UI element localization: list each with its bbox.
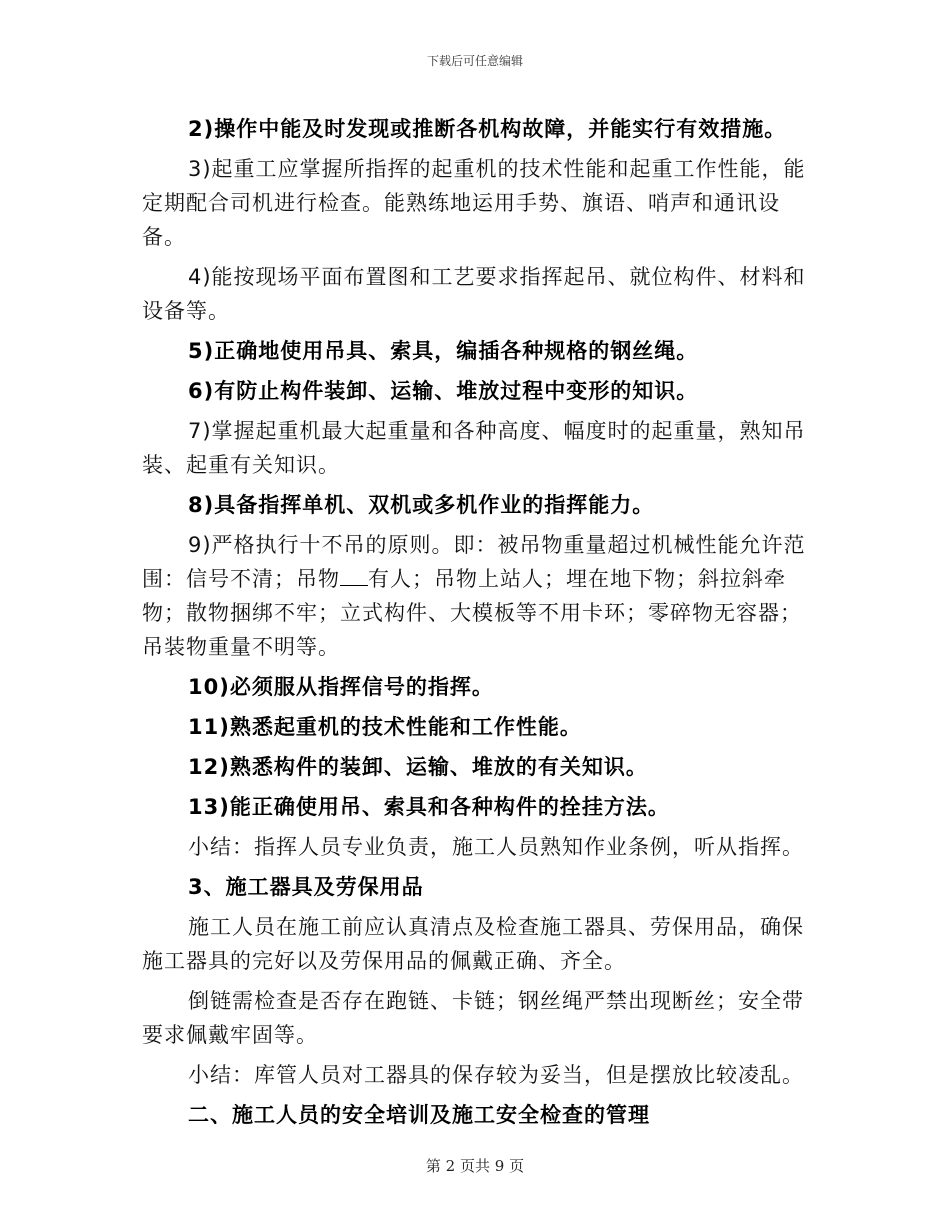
item-2: 2)操作中能及时发现或推断各机构故障，并能实行有效措施。: [188, 117, 787, 141]
item-7: 7)掌握起重机最大起重量和各种高度、幅度时的起重量，熟知吊装、起重有关知识。: [142, 419, 806, 477]
summary-storage: 小结：库管人员对工器具的保存较为妥当，但是摆放比较凌乱。: [188, 1063, 804, 1087]
section-heading-tools: 3、施工器具及劳保用品: [188, 875, 424, 899]
item-9-text-after: 有人；吊物上站人；埋在地下物；斜拉斜牵物；散物捆绑不牢；立式构件、大模板等不用卡环；零碎物无容器；吊装物重量不明等。: [142, 567, 802, 659]
item-12: 12)熟悉构件的装卸、运输、堆放的有关知识。: [188, 755, 648, 779]
document-body: [142, 112, 818, 1138]
item-9-text-before: 9)严格执行十不吊的原则。即：被吊物重量超过机械性能允许范围：信号不清；吊物: [142, 533, 806, 591]
item-3: 3)起重工应掌握所指挥的起重机的技术性能和起重工作性能，能定期配合司机进行检查。能熟练地运用手势、旗语、哨声和通讯设备。: [142, 157, 806, 249]
chain-check-paragraph: 倒链需检查是否存在跑链、卡链；钢丝绳严禁出现断丝；安全带要求佩戴牢固等。: [142, 989, 804, 1047]
item-4: 4)能按现场平面布置图和工艺要求指挥起吊、就位构件、材料和设备等。: [142, 265, 806, 323]
item-10: 10)必须服从指挥信号的指挥。: [188, 675, 494, 699]
item-13: 13)能正确使用吊、索具和各种构件的拴挂方法。: [188, 795, 670, 819]
blank-underline: [340, 567, 368, 586]
item-9: [142, 528, 818, 664]
item-6: 6)有防止构件装卸、运输、堆放过程中变形的知识。: [188, 379, 699, 403]
summary-command: 小结：指挥人员专业负责，施工人员熟知作业条例，听从指挥。: [188, 835, 804, 859]
tools-check-paragraph: 施工人员在施工前应认真清点及检查施工器具、劳保用品，确保施工器具的完好以及劳保用品的佩戴正确、齐全。: [142, 915, 804, 973]
page-header: 下载后可任意编辑: [426, 54, 523, 68]
section-heading-training: 二、施工人员的安全培训及施工安全检查的管理: [188, 1103, 650, 1127]
page-footer: 第 2 页共 9 页: [425, 1157, 525, 1175]
item-8: 8)具备指挥单机、双机或多机作业的指挥能力。: [188, 493, 655, 517]
item-5: 5)正确地使用吊具、索具，编插各种规格的钢丝绳。: [188, 339, 699, 363]
item-11: 11)熟悉起重机的技术性能和工作性能。: [188, 715, 582, 739]
